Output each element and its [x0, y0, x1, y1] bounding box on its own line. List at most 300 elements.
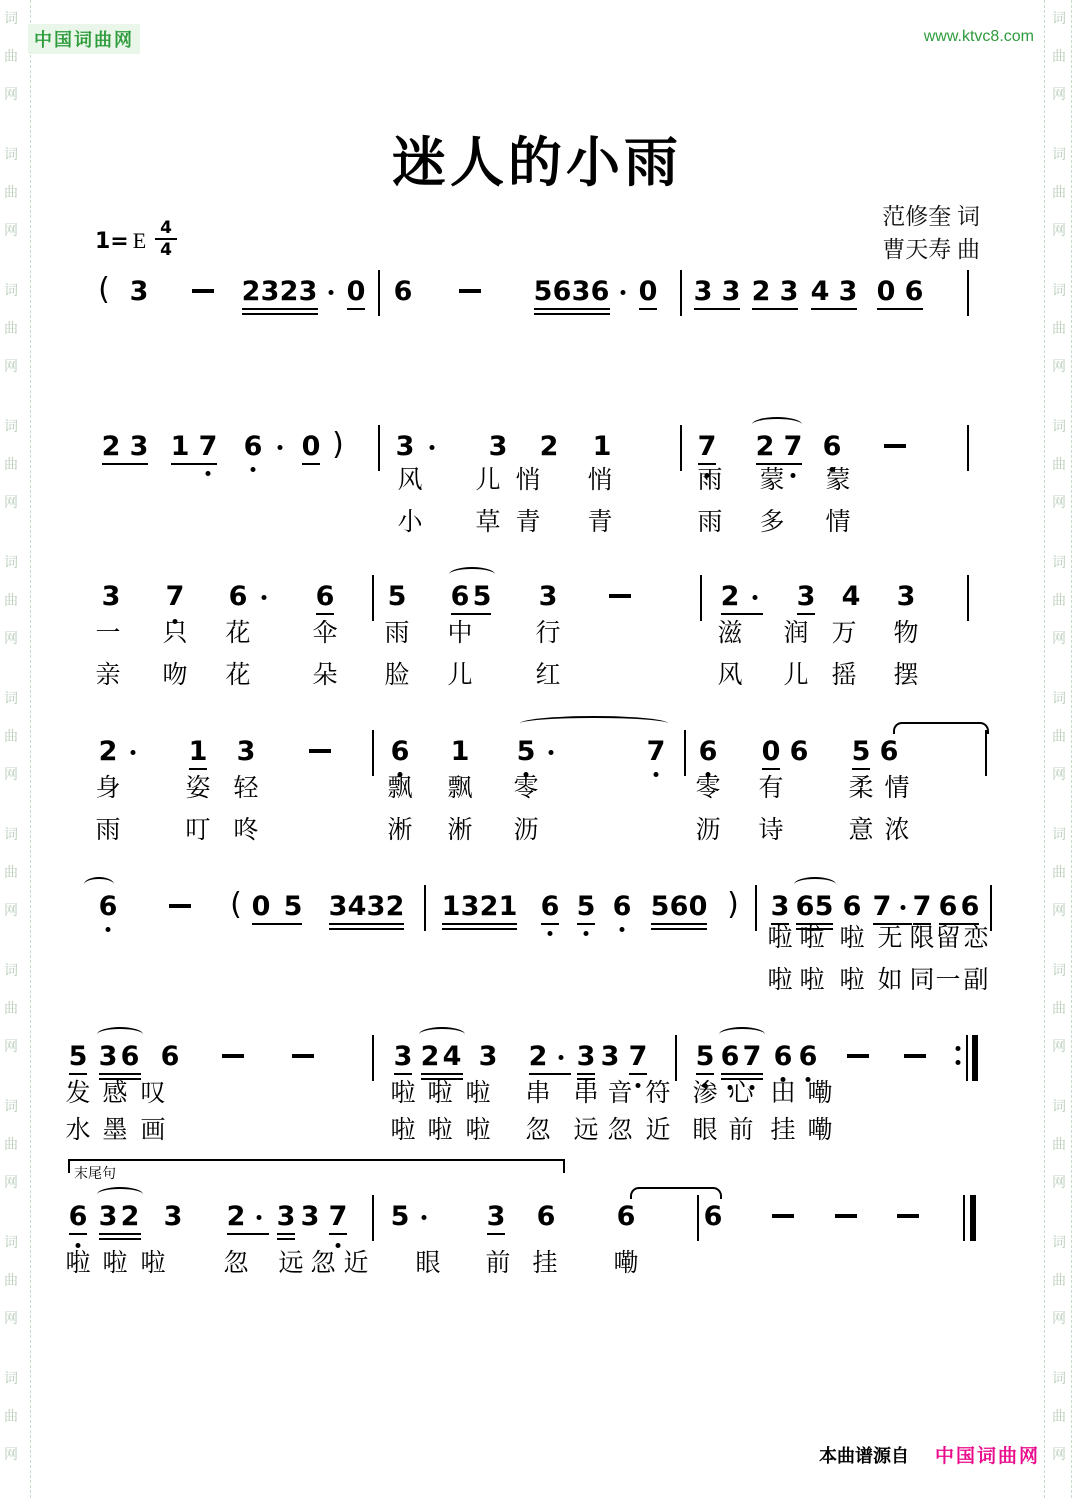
- slur: [449, 567, 495, 582]
- lyric-char: 儿: [475, 467, 501, 494]
- watermark-char: 词: [1052, 12, 1066, 27]
- jianpu-note: 5: [390, 1201, 410, 1232]
- lyric-char: 忽: [607, 1117, 633, 1144]
- lyric-char: 田: [770, 1080, 796, 1107]
- parenthesis: (: [98, 272, 110, 307]
- duration-underline: [316, 613, 334, 615]
- dash-rest: [835, 1214, 857, 1218]
- dash-rest: [884, 444, 906, 448]
- jianpu-note: 3: [600, 1041, 620, 1072]
- watermark-char: 词: [1052, 692, 1066, 707]
- dash-rest: [309, 749, 331, 753]
- jianpu-note: 3: [838, 276, 858, 307]
- lyric-char: 情: [825, 509, 851, 536]
- jianpu-note: 6: [822, 431, 842, 462]
- lyric-char: 叮: [185, 817, 211, 844]
- lyric-char: 姿: [185, 775, 211, 802]
- barline: [372, 730, 374, 776]
- coda-bracket-tick: [68, 1159, 70, 1173]
- jianpu-note: 3: [770, 891, 790, 922]
- jianpu-note: 2: [528, 1041, 548, 1072]
- watermark-char: 网: [4, 1448, 18, 1463]
- lyric-char: 啦: [427, 1080, 453, 1107]
- duration-underline: [329, 1233, 347, 1235]
- lyric-char: 眼: [692, 1117, 718, 1144]
- watermark-char: 网: [4, 1040, 18, 1055]
- barline: [967, 575, 969, 621]
- duration-dot: [430, 445, 435, 450]
- watermark-char: 词: [1052, 1372, 1066, 1387]
- lyric-char: 飘: [387, 775, 413, 802]
- jianpu-note: 1: [441, 891, 461, 922]
- barline: [378, 425, 380, 471]
- octave-dot: [106, 927, 111, 932]
- jianpu-note: 5: [68, 1041, 88, 1072]
- duration-underline: [347, 308, 365, 310]
- jianpu-note: 3: [796, 581, 816, 612]
- octave-dot: [620, 927, 625, 932]
- watermark-char: 网: [1052, 224, 1066, 239]
- watermark-char: 网: [1052, 360, 1066, 375]
- lyric-char: 亲: [95, 662, 121, 689]
- dash-rest: [847, 1054, 869, 1058]
- watermark-char: 网: [1052, 768, 1066, 783]
- jianpu-note: 7: [697, 431, 717, 462]
- lyric-char: 啦: [390, 1117, 416, 1144]
- barline: [985, 730, 987, 776]
- watermark-char: 网: [1052, 496, 1066, 511]
- jianpu-note: 0: [688, 891, 708, 922]
- lyric-char: 限: [909, 925, 935, 952]
- duration-underline: [329, 923, 404, 925]
- duration-underline: [721, 1073, 763, 1075]
- duration-underline: [394, 1073, 412, 1075]
- jianpu-note: 1: [188, 736, 208, 767]
- watermark-char: 网: [4, 1312, 18, 1327]
- barline: [990, 885, 992, 931]
- lyric-char: 柔: [848, 775, 874, 802]
- jianpu-note: 3: [101, 581, 121, 612]
- site-logo-text: 中国词曲网: [28, 24, 140, 54]
- jianpu-note: 5: [695, 1041, 715, 1072]
- jianpu-note: 5: [851, 736, 871, 767]
- lyric-char: 串: [573, 1080, 599, 1107]
- lyric-char: 墨: [102, 1117, 128, 1144]
- jianpu-note: 0: [251, 891, 271, 922]
- watermark-dashed-line-left: [30, 0, 31, 1498]
- lyric-char: 沥: [513, 817, 539, 844]
- octave-dot: [584, 931, 589, 936]
- lyric-char: 留: [935, 925, 961, 952]
- lyric-char: 摇: [831, 662, 857, 689]
- watermark-char: 词: [4, 828, 18, 843]
- watermark-char: 曲: [1052, 186, 1066, 201]
- duration-underline: [852, 768, 870, 770]
- duration-underline: [694, 308, 740, 310]
- watermark-char: 网: [4, 632, 18, 647]
- watermark-char: 词: [4, 964, 18, 979]
- lyric-char: 花: [225, 620, 251, 647]
- duration-underline: [302, 463, 320, 465]
- duration-underline: [277, 1233, 295, 1235]
- lyric-char: 万: [831, 620, 857, 647]
- lyric-char: 啦: [65, 1250, 91, 1277]
- watermark-char: 网: [1052, 1040, 1066, 1055]
- watermark-char: 曲: [4, 458, 18, 473]
- lyric-char: 滋: [717, 620, 743, 647]
- dash-rest: [292, 1054, 314, 1058]
- lyric-char: 感: [102, 1080, 128, 1107]
- jianpu-note: 3: [129, 276, 149, 307]
- lyric-char: 恋: [963, 925, 989, 952]
- jianpu-note: 2: [226, 1201, 246, 1232]
- jianpu-note: 3: [486, 1201, 506, 1232]
- lyric-char: 嘞: [613, 1250, 639, 1277]
- dash-rest: [897, 1214, 919, 1218]
- lyric-char: 草: [475, 509, 501, 536]
- lyric-char: 前: [485, 1250, 511, 1277]
- barline: [372, 575, 374, 621]
- lyric-char: 发: [65, 1080, 91, 1107]
- jianpu-note: 0: [301, 431, 321, 462]
- watermark-char: 曲: [1052, 1410, 1066, 1425]
- jianpu-note: 1: [170, 431, 190, 462]
- watermark-char: 曲: [4, 1002, 18, 1017]
- jianpu-note: 7: [198, 431, 218, 462]
- jianpu-note: 7: [328, 1201, 348, 1232]
- watermark-char: 词: [4, 1372, 18, 1387]
- jianpu-note: 2: [479, 891, 499, 922]
- lyric-char: 身: [95, 775, 121, 802]
- jianpu-note: 6: [938, 891, 958, 922]
- jianpu-note: 6: [698, 736, 718, 767]
- credits: [882, 200, 980, 266]
- octave-dot: [636, 1083, 641, 1088]
- duration-underline: [487, 1233, 505, 1235]
- lyric-char: 远: [278, 1250, 304, 1277]
- lyric-char: 淅: [387, 817, 413, 844]
- jianpu-note: 0: [346, 276, 366, 307]
- lyric-char: 咚: [233, 817, 259, 844]
- tie: [630, 1187, 722, 1199]
- lyric-char: 浓: [884, 817, 910, 844]
- lyric-char: 小: [397, 509, 423, 536]
- jianpu-note: 6: [842, 891, 862, 922]
- duration-underline: [541, 923, 559, 925]
- jianpu-note: 5: [387, 581, 407, 612]
- watermark-char: 曲: [1052, 322, 1066, 337]
- duration-dot: [422, 1215, 427, 1220]
- barline: [680, 425, 682, 471]
- lyric-char: 儿: [447, 662, 473, 689]
- duration-dot: [278, 445, 283, 450]
- octave-dot: [206, 471, 211, 476]
- watermark-char: 网: [4, 496, 18, 511]
- dash-rest: [169, 904, 191, 908]
- slur: [84, 877, 114, 892]
- duration-underline: [252, 923, 302, 925]
- lyric-char: 情: [884, 775, 910, 802]
- lyric-char: 伞: [312, 620, 338, 647]
- jianpu-note: 2: [385, 891, 405, 922]
- lyric-char: 一: [935, 967, 961, 994]
- jianpu-note: 5: [533, 276, 553, 307]
- lyric-char: 啦: [799, 925, 825, 952]
- watermark-char: 网: [4, 224, 18, 239]
- watermark-char: 词: [1052, 828, 1066, 843]
- watermark-char: 词: [1052, 420, 1066, 435]
- watermark-char: 词: [4, 556, 18, 571]
- lyric-char: 雨: [697, 509, 723, 536]
- lyric-char: 儿: [783, 662, 809, 689]
- jianpu-note: 0: [761, 736, 781, 767]
- final-thin-bar: [963, 1195, 965, 1241]
- watermark-char: 曲: [4, 1410, 18, 1425]
- duration-underline: [529, 1073, 571, 1075]
- lyric-char: 蒙: [825, 467, 851, 494]
- lyric-char: 串: [525, 1080, 551, 1107]
- lyric-char: 行: [535, 620, 561, 647]
- jianpu-note: 4: [347, 891, 367, 922]
- song-title: 迷人的小雨: [392, 133, 682, 193]
- lyric-char: 符: [645, 1080, 671, 1107]
- octave-dot: [654, 772, 659, 777]
- lyric-char: 悄: [587, 467, 613, 494]
- jianpu-note: 7: [646, 736, 666, 767]
- jianpu-note: 4: [442, 1041, 462, 1072]
- composer-credit: 曹天寿 曲: [882, 237, 980, 262]
- watermark-char: 词: [4, 284, 18, 299]
- jianpu-note: 7: [783, 431, 803, 462]
- watermark-char: 网: [4, 1176, 18, 1191]
- jianpu-note: 6: [450, 581, 470, 612]
- jianpu-note: 6: [669, 891, 689, 922]
- dash-rest: [459, 289, 481, 293]
- duration-underline: [99, 1238, 141, 1240]
- duration-underline: [102, 463, 148, 465]
- jianpu-note: 2: [751, 276, 771, 307]
- duration-underline: [577, 1073, 595, 1075]
- jianpu-note: 3: [236, 736, 256, 767]
- watermark-char: 曲: [1052, 730, 1066, 745]
- jianpu-note: 3: [721, 276, 741, 307]
- octave-dot: [76, 1243, 81, 1248]
- jianpu-note: 6: [773, 1041, 793, 1072]
- repeat-thick-bar: [972, 1035, 978, 1081]
- lyric-char: 蒙: [759, 467, 785, 494]
- jianpu-note: 3: [300, 1201, 320, 1232]
- lyric-char: 渗: [692, 1080, 718, 1107]
- jianpu-note: 4: [841, 581, 861, 612]
- jianpu-note: 3: [693, 276, 713, 307]
- key-signature: [95, 228, 146, 254]
- duration-dot: [262, 595, 267, 600]
- jianpu-note: 7: [742, 1041, 762, 1072]
- watermark-char: 网: [1052, 88, 1066, 103]
- jianpu-note: 3: [460, 891, 480, 922]
- duration-underline: [577, 923, 595, 925]
- jianpu-note: 6: [393, 276, 413, 307]
- tie: [893, 722, 989, 734]
- barline: [680, 270, 682, 316]
- barline: [424, 885, 426, 931]
- coda-bracket-tick: [563, 1159, 565, 1173]
- dash-rest: [772, 1214, 794, 1218]
- duration-underline: [189, 768, 207, 770]
- lyric-char: 意: [848, 817, 874, 844]
- duration-underline: [762, 768, 780, 770]
- footer: [819, 1441, 1040, 1468]
- jianpu-note: 3: [163, 1201, 183, 1232]
- watermark-char: 网: [4, 904, 18, 919]
- watermark-char: 曲: [4, 1138, 18, 1153]
- watermark-char: 网: [1052, 1312, 1066, 1327]
- duration-underline: [451, 613, 491, 615]
- lyric-char: 雨: [384, 620, 410, 647]
- lyric-char: 忽: [525, 1117, 551, 1144]
- lyric-char: 吻: [162, 662, 188, 689]
- jianpu-note: 3: [260, 276, 280, 307]
- watermark-char: 曲: [4, 50, 18, 65]
- barline: [372, 1035, 374, 1081]
- watermark-char: 网: [1052, 632, 1066, 647]
- barline: [372, 1195, 374, 1241]
- coda-label: 末尾句: [74, 1167, 116, 1182]
- watermark-char: 词: [4, 420, 18, 435]
- lyric-char: 啦: [767, 925, 793, 952]
- lyric-char: 润: [783, 620, 809, 647]
- jianpu-note: 6: [536, 1201, 556, 1232]
- lyric-char: 啦: [465, 1117, 491, 1144]
- lyric-char: 风: [397, 467, 423, 494]
- watermark-char: 曲: [4, 866, 18, 881]
- jianpu-note: 6: [120, 1041, 140, 1072]
- site-url: www.ktvc8.com: [923, 28, 1034, 45]
- jianpu-note: 2: [539, 431, 559, 462]
- watermark-char: 网: [4, 768, 18, 783]
- barline: [700, 575, 702, 621]
- parenthesis: ): [727, 887, 739, 922]
- jianpu-note: 3: [366, 891, 386, 922]
- jianpu-note: 6: [552, 276, 572, 307]
- lyric-char: 叹: [140, 1080, 166, 1107]
- final-thick-bar: [970, 1195, 976, 1241]
- jianpu-note: 6: [540, 891, 560, 922]
- jianpu-note: 3: [98, 1041, 118, 1072]
- duration-underline: [752, 308, 798, 310]
- parenthesis: (: [230, 887, 242, 922]
- octave-dot: [791, 473, 796, 478]
- duration-underline: [811, 308, 857, 310]
- duration-dot: [257, 1215, 262, 1220]
- jianpu-note: 5: [516, 736, 536, 767]
- lyric-char: 淅: [447, 817, 473, 844]
- meter-denominator: 4: [155, 238, 177, 260]
- jianpu-note: 1: [592, 431, 612, 462]
- jianpu-note: 3: [538, 581, 558, 612]
- barline: [675, 1035, 677, 1081]
- duration-underline: [227, 1233, 269, 1235]
- coda-bracket-line: [68, 1159, 565, 1161]
- jianpu-note: 2: [241, 276, 261, 307]
- slur: [520, 716, 668, 731]
- watermark-char: 曲: [4, 730, 18, 745]
- parenthesis: ): [332, 427, 344, 462]
- lyric-char: 远: [573, 1117, 599, 1144]
- jianpu-note: 6: [879, 736, 899, 767]
- watermark-char: 曲: [4, 322, 18, 337]
- octave-dot: [251, 467, 256, 472]
- watermark-char: 曲: [1052, 1274, 1066, 1289]
- lyric-char: 前: [728, 1117, 754, 1144]
- jianpu-note: 7: [628, 1041, 648, 1072]
- lyric-char: 忽: [310, 1250, 336, 1277]
- lyric-char: 啦: [427, 1117, 453, 1144]
- duration-underline: [639, 308, 657, 310]
- jianpu-note: 1: [498, 891, 518, 922]
- jianpu-note: 3: [395, 431, 415, 462]
- slur: [752, 417, 802, 432]
- lyric-char: 近: [343, 1250, 369, 1277]
- slur: [419, 1027, 465, 1042]
- octave-dot: [548, 931, 553, 936]
- jianpu-note: 6: [315, 581, 335, 612]
- watermark-char: 词: [4, 1100, 18, 1115]
- jianpu-note: 6: [720, 1041, 740, 1072]
- barline: [684, 730, 686, 776]
- jianpu-note: 3: [298, 276, 318, 307]
- jianpu-note: 0: [876, 276, 896, 307]
- duration-underline: [99, 1073, 141, 1075]
- watermark-char: 词: [4, 1236, 18, 1251]
- watermark-char: 网: [1052, 1176, 1066, 1191]
- key-prefix: 1=: [95, 229, 129, 254]
- jianpu-note: 6: [703, 1201, 723, 1232]
- duration-underline: [629, 1073, 647, 1075]
- watermark-char: 曲: [1052, 1002, 1066, 1017]
- jianpu-note: 3: [276, 1201, 296, 1232]
- watermark-char: 网: [1052, 904, 1066, 919]
- duration-underline: [171, 463, 217, 465]
- lyric-char: 如: [877, 967, 903, 994]
- jianpu-note: 6: [795, 891, 815, 922]
- lyric-char: 轻: [233, 775, 259, 802]
- jianpu-note: 6: [612, 891, 632, 922]
- lyric-char: 红: [535, 662, 561, 689]
- meter-numerator: 4: [160, 218, 172, 238]
- jianpu-note: 3: [478, 1041, 498, 1072]
- lyric-char: 同: [909, 967, 935, 994]
- watermark-char: 词: [4, 12, 18, 27]
- watermark-dashed-line-right: [1044, 0, 1045, 1498]
- duration-underline: [877, 308, 923, 310]
- jianpu-note: 5: [472, 581, 492, 612]
- lyric-char: 摆: [893, 662, 919, 689]
- dash-rest: [904, 1054, 926, 1058]
- watermark-char: 曲: [1052, 594, 1066, 609]
- barline: [755, 885, 757, 931]
- jianpu-note: 2: [420, 1041, 440, 1072]
- lyric-char: 只: [162, 620, 188, 647]
- lyric-char: 啦: [140, 1250, 166, 1277]
- duration-underline: [721, 613, 763, 615]
- jianpu-note: 6: [616, 1201, 636, 1232]
- dash-rest: [609, 594, 631, 598]
- watermark-char: 曲: [4, 594, 18, 609]
- jianpu-note: 2: [120, 1201, 140, 1232]
- lyric-char: 诗: [758, 817, 784, 844]
- watermark-char: 词: [1052, 148, 1066, 163]
